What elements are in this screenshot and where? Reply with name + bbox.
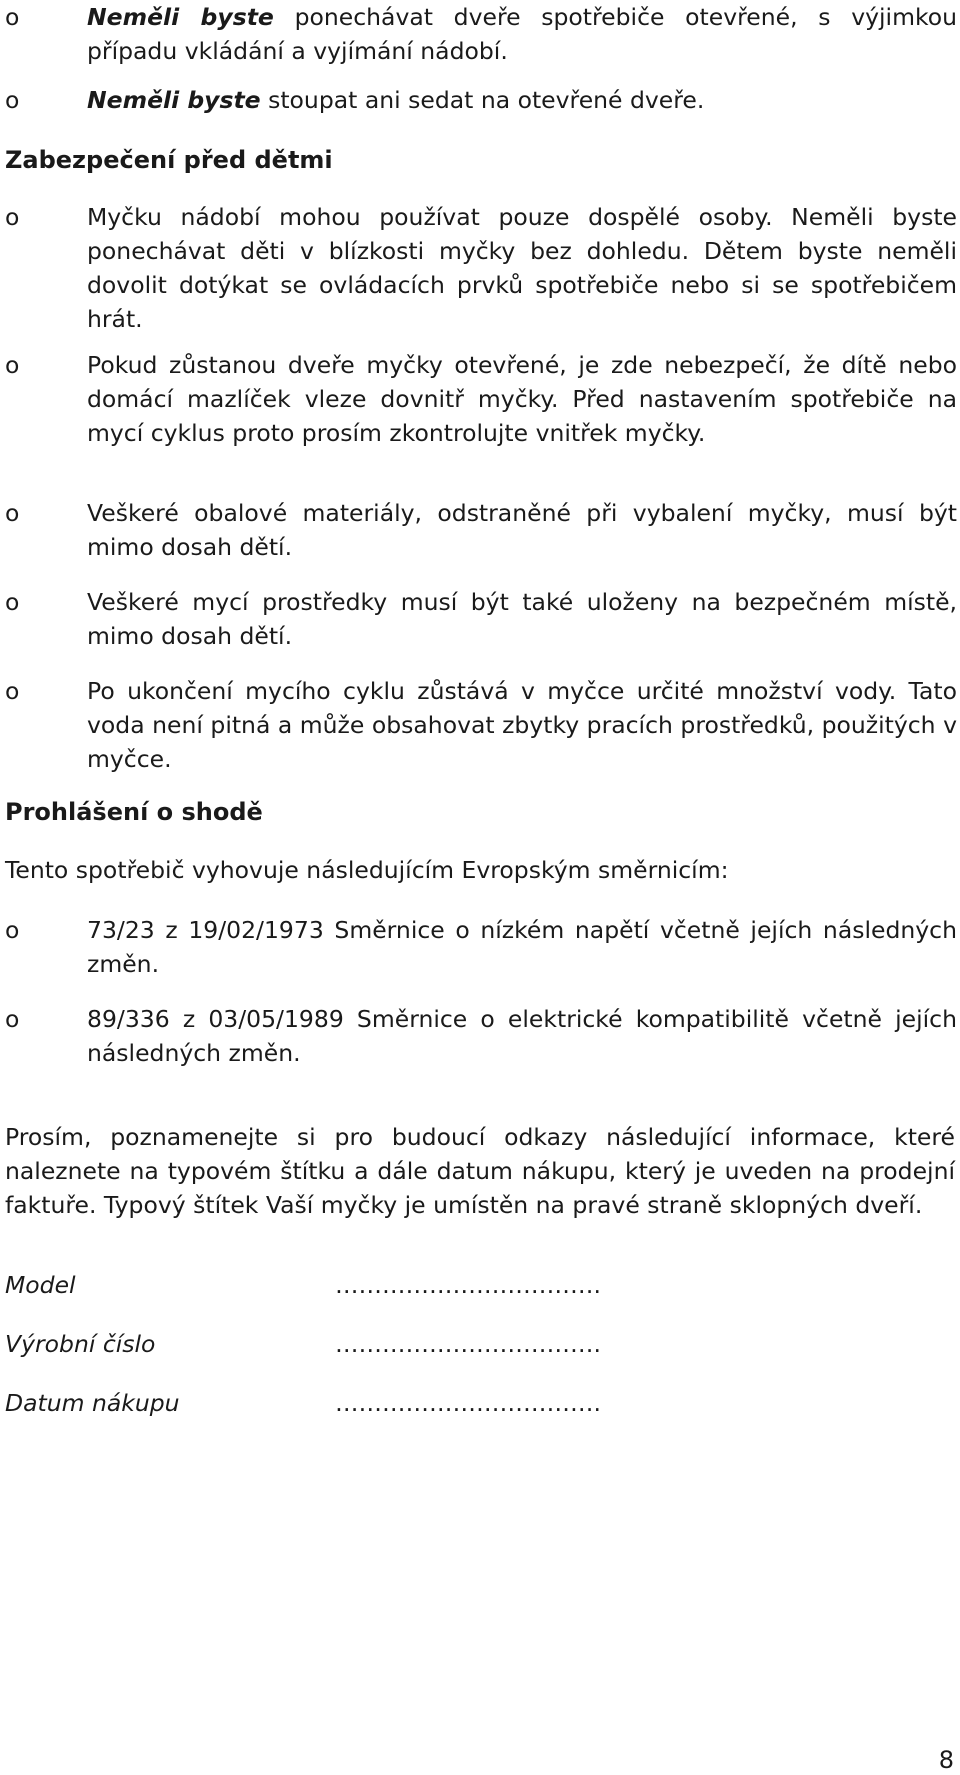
- list-item: [5, 83, 960, 117]
- field-label: Výrobní číslo: [5, 1330, 156, 1358]
- section-heading-conformity: Prohlášení o shodě: [5, 798, 263, 826]
- list-item-text: 73/23 z 19/02/1973 Směrnice o nízkém napětí včetně jejích následných změn.: [87, 916, 957, 978]
- bullet-marker: o: [5, 499, 20, 527]
- bullet-marker: o: [5, 3, 20, 31]
- bullet-marker: o: [5, 677, 20, 705]
- field-blank: …………………………….: [335, 1389, 601, 1417]
- list-item-text: Po ukončení mycího cyklu zůstává v myčce určité množství vody. Tato voda není pitná a může obsahovat zbytky pracích prostředků, použitých v myčce.: [87, 677, 957, 773]
- list-item: [5, 1002, 960, 1070]
- field-label: Datum nákupu: [5, 1389, 180, 1417]
- field-blank: …………………………….: [335, 1271, 601, 1299]
- list-item-text: Veškeré mycí prostředky musí být také uloženy na bezpečném místě, mimo dosah dětí.: [87, 588, 957, 650]
- list-item: [5, 674, 960, 776]
- bullet-marker: o: [5, 1005, 20, 1033]
- bullet-marker: o: [5, 588, 20, 616]
- list-item: [5, 913, 960, 981]
- field-blank: …………………………….: [335, 1330, 601, 1358]
- list-item: [5, 585, 960, 653]
- section-heading-child-safety: Zabezpečení před dětmi: [5, 146, 333, 174]
- field-label: Model: [5, 1271, 76, 1299]
- bullet-marker: o: [5, 351, 20, 379]
- list-item: [5, 0, 960, 68]
- warning-emphasis: Neměli byste: [87, 86, 261, 114]
- bullet-marker: o: [5, 203, 20, 231]
- list-item-text: Pokud zůstanou dveře myčky otevřené, je zde nebezpečí, že dítě nebo domácí mazlíček vleze dovnitř myčky. Před nastavením spotřebiče na mycí cyklus proto prosím zkontrolujte vnitřek myčky.: [87, 351, 957, 447]
- warning-emphasis: Neměli byste: [87, 3, 274, 31]
- list-item: [5, 496, 960, 564]
- list-item-text: stoupat ani sedat na otevřené dveře.: [260, 86, 705, 114]
- bullet-marker: o: [5, 916, 20, 944]
- list-item-text: Veškeré obalové materiály, odstraněné při vybalení myčky, musí být mimo dosah dětí.: [87, 499, 957, 561]
- conformity-intro: Tento spotřebič vyhovuje následujícím Evropským směrnicím:: [5, 856, 729, 884]
- list-item: [5, 348, 960, 450]
- list-item: [5, 200, 960, 336]
- list-item-text: ponechávat dveře spotřebiče otevřené, s výjimkou případu vkládání a vyjímání nádobí.: [87, 3, 958, 65]
- bullet-marker: o: [5, 86, 20, 114]
- list-item-text: 89/336 z 03/05/1989 Směrnice o elektrické kompatibilitě včetně jejích následných změn.: [87, 1005, 957, 1067]
- page-number: 8: [938, 1746, 954, 1774]
- list-item-text: Myčku nádobí mohou používat pouze dospělé osoby. Neměli byste ponechávat děti v blízkosti myčky bez dohledu. Dětem byste neměli dovolit dotýkat se ovládacích prvků spotřebiče nebo si se spotřebičem hrát.: [87, 203, 957, 333]
- info-note: Prosím, poznamenejte si pro budoucí odkazy následující informace, které naleznete na typovém štítku a dále datum nákupu, který je uveden na prodejní faktuře. Typový štítek Vaší myčky je umístěn na pravé straně sklopných dveří.: [5, 1123, 955, 1219]
